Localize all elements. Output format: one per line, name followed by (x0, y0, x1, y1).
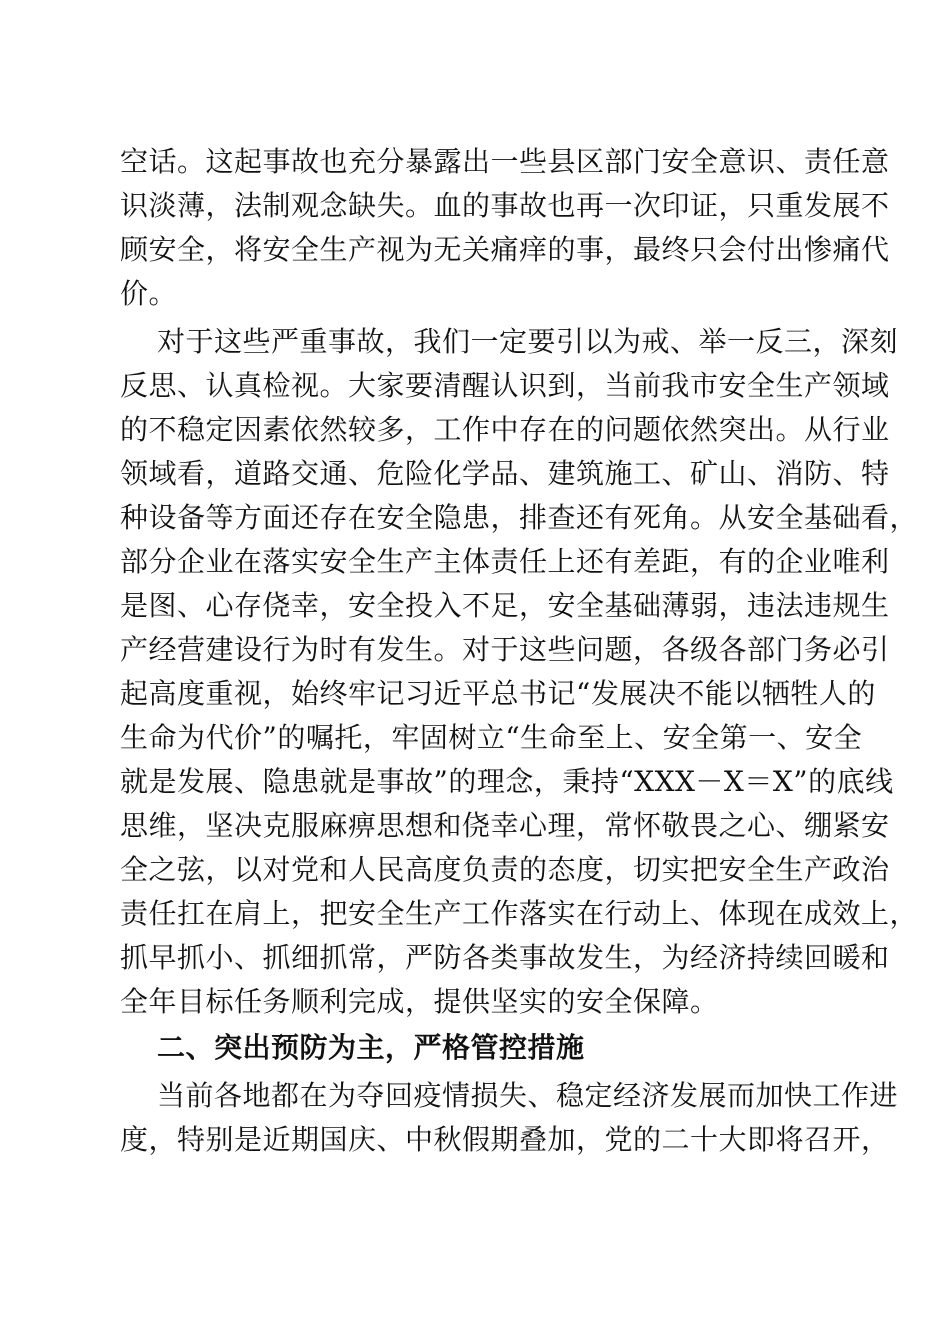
text-line: 起高度重视，始终牢记习近平总书记“发展决不能以牺牲人的 (120, 677, 876, 710)
text-line: 种设备等方面还存在安全隐患，排查还有死角。从安全基础看， (120, 501, 919, 534)
text-line: 度，特别是近期国庆、中秋假期叠加，党的二十大即将召开， (120, 1123, 890, 1156)
text-line: 反思、认真检视。大家要清醒认识到，当前我市安全生产领域 (120, 369, 890, 402)
text-line: 产经营建设行为时有发生。对于这些问题，各级各部门务必引 (120, 633, 890, 666)
text-line: 抓早抓小、抓细抓常，严防各类事故发生，为经济持续回暖和 (120, 941, 890, 974)
text-line: 价。 (120, 277, 178, 310)
text-line: 是图、心存侥幸，安全投入不足，安全基础薄弱，违法违规生 (120, 589, 890, 622)
text-line: 生命为代价”的嘱托，牢固树立“生命至上、安全第一、安全 (120, 721, 863, 754)
text-line: 全之弦，以对党和人民高度负责的态度，切实把安全生产政治 (120, 853, 890, 886)
text-line: 的不稳定因素依然较多，工作中存在的问题依然突出。从行业 (120, 413, 890, 446)
text-line: 对于这些严重事故，我们一定要引以为戒、举一反三，深刻 (157, 325, 899, 358)
text-line: 全年目标任务顺利完成，提供坚实的安全保障。 (120, 985, 719, 1018)
text-line: 识淡薄，法制观念缺失。血的事故也再一次印证，只重发展不 (120, 189, 890, 222)
text-line: 顾安全，将安全生产视为无关痛痒的事，最终只会付出惨痛代 (120, 233, 890, 266)
text-line: 当前各地都在为夺回疫情损失、稳定经济发展而加快工作进 (157, 1079, 899, 1112)
text-line: 空话。这起事故也充分暴露出一些县区部门安全意识、责任意 (120, 145, 890, 178)
text-line: 责任扛在肩上，把安全生产工作落实在行动上、体现在成效上， (120, 897, 919, 930)
text-line: 思维，坚决克服麻痹思想和侥幸心理，常怀敬畏之心、绷紧安 (120, 809, 890, 842)
text-line: 领域看，道路交通、危险化学品、建筑施工、矿山、消防、特 (120, 457, 890, 490)
text-line: 就是发展、隐患就是事故”的理念，秉持“XXX－X＝X”的底线 (120, 765, 894, 798)
text-line: 部分企业在落实安全生产主体责任上还有差距，有的企业唯利 (120, 545, 890, 578)
section-heading: 二、突出预防为主，严格管控措施 (157, 1031, 585, 1064)
